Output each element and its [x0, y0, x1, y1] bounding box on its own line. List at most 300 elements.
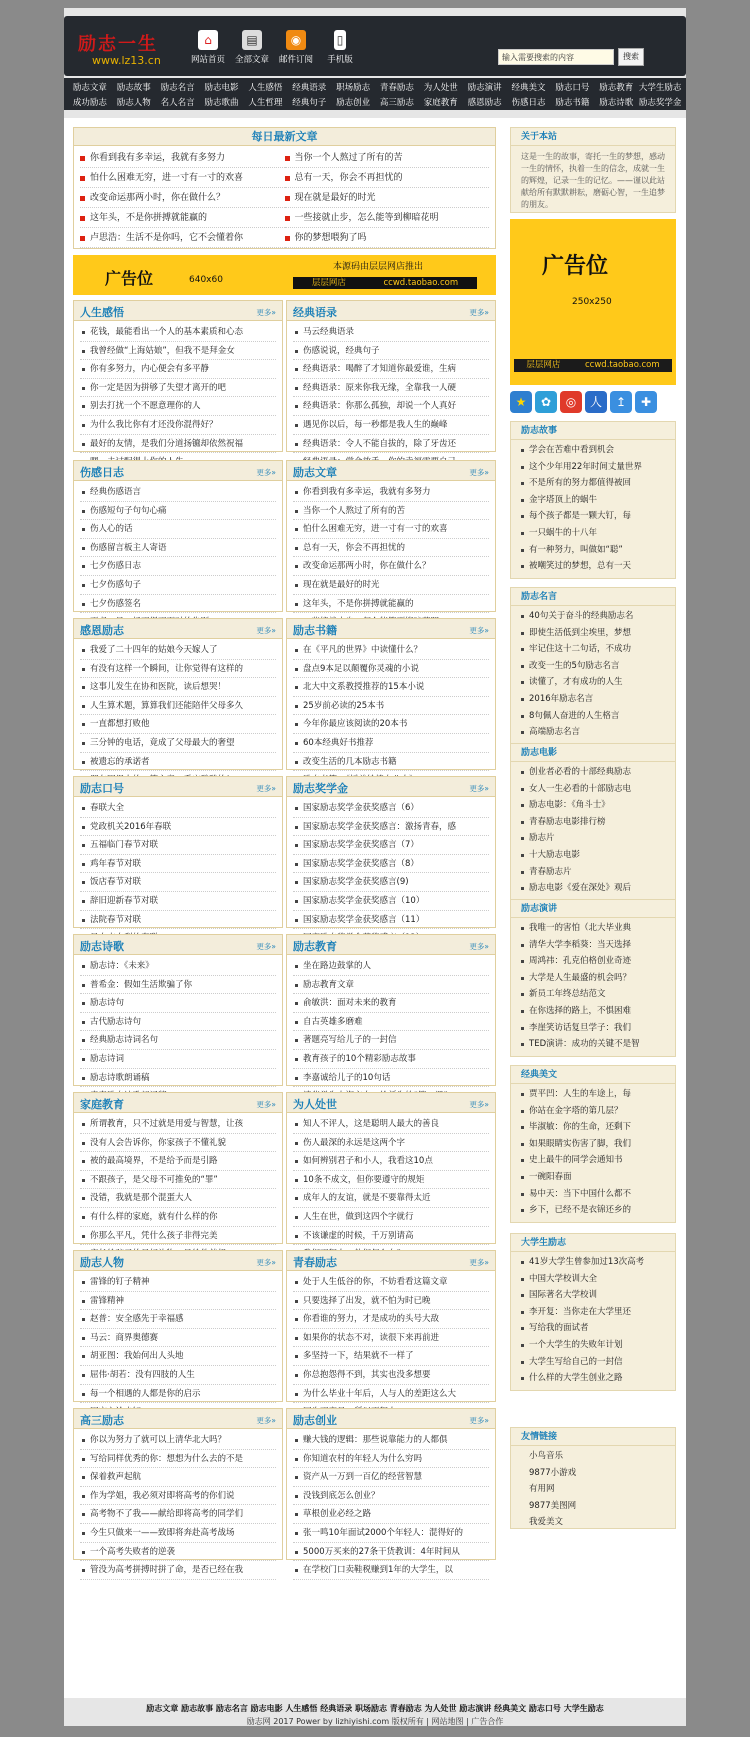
article-link[interactable]: 伤感留言板主人寄语: [80, 539, 276, 558]
section-title[interactable]: 励志创业: [293, 1414, 337, 1427]
section-title[interactable]: 励志教育: [293, 940, 337, 953]
section-list: [287, 797, 495, 950]
side-article-link[interactable]: 励志片: [519, 830, 667, 847]
article-link[interactable]: 鸡年春节对联: [80, 855, 276, 874]
article-link[interactable]: 著题亮写给儿子的一封信: [293, 1031, 489, 1050]
article-link[interactable]: 你一定是因为拼够了失望才离开的吧: [80, 379, 276, 398]
side-article-link[interactable]: 李开复：当你走在大学里还: [519, 1304, 667, 1321]
article-link[interactable]: 总有一天，你会不再担忧的: [293, 539, 489, 558]
side-article-link[interactable]: 一个大学生的失败年计划: [519, 1337, 667, 1354]
side-article-link[interactable]: 你站在金字塔的第几层？: [519, 1103, 667, 1120]
side-article-link[interactable]: 牢记住这十二句话，不成功: [519, 641, 667, 658]
article-link[interactable]: 没有人会告诉你，你家孩子不懂礼貌: [80, 1134, 276, 1153]
side-article-link[interactable]: 青春励志电影排行榜: [519, 814, 667, 831]
side-article-link[interactable]: 不是所有的努力都值得被回: [519, 475, 667, 492]
article-link[interactable]: 有什么样的家庭，就有什么样的你: [80, 1208, 276, 1227]
side-article-link[interactable]: 41岁大学生曾参加过13次高考: [519, 1254, 667, 1271]
side-article-link[interactable]: 在你选择的路上，不惧困难: [519, 1003, 667, 1020]
article-link[interactable]: 国家励志奖学金获奖感言（11）: [293, 911, 489, 930]
side-article-link[interactable]: 创业者必看的十部经典励志: [519, 764, 667, 781]
search-button[interactable]: 搜索: [618, 48, 644, 66]
renren-icon[interactable]: 人: [585, 391, 607, 413]
kaixin-icon[interactable]: ↥: [610, 391, 632, 413]
category-link[interactable]: 青春励志: [379, 83, 414, 93]
side-article-link[interactable]: TED演讲：成功的关键不是智: [519, 1036, 667, 1053]
category-link[interactable]: 感恩励志: [467, 98, 502, 108]
side-article-link[interactable]: 李崖笑访话复旦学子：我们: [519, 1020, 667, 1037]
article-link[interactable]: 改变生活的几本励志书籍: [293, 753, 489, 772]
side-article-link[interactable]: 被嘲笑过的梦想，总有一天: [519, 558, 667, 575]
ad-title: 广告位: [105, 269, 154, 288]
section-title[interactable]: 高三励志: [80, 1414, 124, 1427]
daily-article-link[interactable]: 卢思浩：生活不是你吗，它不会懂着你: [80, 228, 285, 248]
article-link[interactable]: 七夕伤感签名: [80, 595, 276, 614]
rss-icon: ◉: [286, 30, 306, 50]
article-link[interactable]: 国家励志奖学金获奖感言（7）: [293, 836, 489, 855]
category-link[interactable]: 伤感日志: [511, 98, 546, 108]
category-link[interactable]: 成功励志: [72, 98, 107, 108]
side-section-title[interactable]: 励志故事: [511, 422, 675, 440]
category-link[interactable]: 励志书籍: [555, 98, 590, 108]
daily-article-link[interactable]: 改变命运那两小时，你在做什么？: [80, 188, 285, 208]
article-link[interactable]: 没错，我就是那个混蛋大人: [80, 1189, 276, 1208]
article-link[interactable]: 党政机关2016年春联: [80, 818, 276, 837]
section-box: [286, 1250, 496, 1402]
daily-articles: [73, 127, 496, 249]
section-list: [74, 481, 282, 634]
article-link[interactable]: 所谓教育，只不过就是用爱与智慧，让孩: [80, 1115, 276, 1134]
article-link[interactable]: 人生算术题，算算我们还能陪伴父母多久: [80, 697, 276, 716]
section-list: [74, 1113, 282, 1266]
article-link[interactable]: 没钱到底怎么创业？: [293, 1487, 489, 1506]
article-link[interactable]: 七夕伤感句子: [80, 576, 276, 595]
article-link[interactable]: 人生在世，做到这四个字就行: [293, 1208, 489, 1227]
more-link[interactable]: 更多»: [256, 308, 276, 317]
side-article-link[interactable]: 改变一生的5句励志名言: [519, 658, 667, 675]
more-link[interactable]: 更多»: [469, 626, 489, 635]
more-link[interactable]: 更多»: [256, 1258, 276, 1267]
article-link[interactable]: 今生只做来一——致即将奔赴高考战场: [80, 1524, 276, 1543]
site-logo[interactable]: 励志一生: [78, 34, 158, 55]
daily-article-link[interactable]: 你的梦想喂狗了吗: [285, 228, 490, 248]
section-title[interactable]: 家庭教育: [80, 1098, 124, 1111]
friend-links-list: [511, 1446, 675, 1533]
side-article-link[interactable]: 十大励志电影: [519, 847, 667, 864]
section-header: [74, 1409, 282, 1429]
article-link[interactable]: 不该谦虚的时候，千万别请高: [293, 1227, 489, 1246]
article-link[interactable]: 辞旧迎新春节对联: [80, 892, 276, 911]
article-link[interactable]: 七夕伤感日志: [80, 557, 276, 576]
more-link[interactable]: 更多»: [469, 942, 489, 951]
section-box: [286, 460, 496, 612]
article-link[interactable]: 俞敏洪：面对未来的教育: [293, 994, 489, 1013]
article-link[interactable]: 遇见你以后，每一秒都是我人生的巅峰: [293, 416, 489, 435]
category-link[interactable]: 高三励志: [379, 98, 414, 108]
article-link[interactable]: 为什么我比你有才还没你混得好？: [80, 416, 276, 435]
article-link[interactable]: 普希金：假如生活欺骗了你: [80, 976, 276, 995]
article-link[interactable]: 古代励志诗句: [80, 1013, 276, 1032]
section-list: [74, 321, 282, 474]
side-section: [510, 1065, 676, 1223]
article-link[interactable]: 一个高考失败者的逆袭: [80, 1543, 276, 1562]
more-link[interactable]: 更多»: [256, 626, 276, 635]
side-article-link[interactable]: 青春励志片: [519, 864, 667, 881]
more-link[interactable]: 更多»: [469, 784, 489, 793]
article-link[interactable]: 资产从一万到一百亿的经营智慧: [293, 1468, 489, 1487]
article-link[interactable]: 经典语录：令人不能自拔的，除了牙齿还: [293, 435, 489, 454]
article-link[interactable]: 这事儿发生在协和医院，读后想哭！: [80, 678, 276, 697]
side-article-link[interactable]: 大学是人生最盛的机会吗？: [519, 970, 667, 987]
section-list: [287, 1429, 495, 1582]
section-title[interactable]: 励志人物: [80, 1256, 124, 1269]
section-header: [74, 935, 282, 955]
side-ad[interactable]: [510, 219, 676, 385]
side-article-link[interactable]: 清华大学李稻葵：当天选择: [519, 937, 667, 954]
article-link[interactable]: 25岁前必读的25本书: [293, 697, 489, 716]
more-share-icon[interactable]: ✚: [635, 391, 657, 413]
section-box: [73, 934, 283, 1086]
section-title[interactable]: 励志诗歌: [80, 940, 124, 953]
section-title[interactable]: 感恩励志: [80, 624, 124, 637]
article-link[interactable]: 你看到我有多幸运，我就有多努力: [293, 483, 489, 502]
article-link[interactable]: 伤人最深的永远是这两个字: [293, 1134, 489, 1153]
section-list: [74, 1429, 282, 1582]
article-link[interactable]: 你有多努力，内心便会有多平静: [80, 360, 276, 379]
side-section-title[interactable]: 励志电影: [511, 744, 675, 762]
more-link[interactable]: 更多»: [469, 1100, 489, 1109]
friend-link[interactable]: 小鸟音乐: [529, 1451, 564, 1461]
article-link[interactable]: 如果你的状态不对，读很下来再前进: [293, 1329, 489, 1348]
side-article-link[interactable]: 学会在苦难中看到机会: [519, 442, 667, 459]
article-link[interactable]: 知人不评人，这是聪明人最大的善良: [293, 1115, 489, 1134]
article-link[interactable]: 有没有这样一个瞬间，让你觉得有这样的: [80, 660, 276, 679]
article-link[interactable]: 当你一个人熬过了所有的苦: [293, 502, 489, 521]
article-link[interactable]: 这年头，不是你拼搏就能赢的: [293, 595, 489, 614]
category-link[interactable]: 励志演讲: [467, 83, 502, 93]
section-box: [73, 1250, 283, 1402]
category-link[interactable]: 家庭教育: [423, 98, 458, 108]
article-link[interactable]: 被遗忘的承诺者: [80, 753, 276, 772]
side-section-title[interactable]: 励志演讲: [511, 900, 675, 918]
side-article-link[interactable]: 励志电影：《角斗士》: [519, 797, 667, 814]
article-link[interactable]: 成年人的友谊，就是不要靠得太近: [293, 1189, 489, 1208]
article-link[interactable]: 马云经典语录: [293, 323, 489, 342]
section-box: [286, 618, 496, 770]
article-link[interactable]: 写给同样优秀的你：想想为什么去的不是: [80, 1450, 276, 1469]
article-link[interactable]: 励志诗：《未来》: [80, 957, 276, 976]
article-link[interactable]: 如何辨别君子和小人，我看这10点: [293, 1152, 489, 1171]
article-link[interactable]: 你总抱怨得不到，其实也没多想要: [293, 1366, 489, 1385]
footer-links[interactable]: 励志文章 励志故事 励志名言 励志电影 人生感悟 经典语录 职场励志 青春励志 为人处世 励志演讲 经典美文 励志口号 大学生励志: [146, 1704, 604, 1713]
article-link[interactable]: 在《平凡的世界》中读懂什么？: [293, 641, 489, 660]
side-article-link[interactable]: 一只蜗牛的十八年: [519, 525, 667, 542]
page-wrapper: [64, 8, 686, 1726]
article-link[interactable]: 胡亚图：我始何出人头地: [80, 1347, 276, 1366]
more-link[interactable]: 更多»: [469, 468, 489, 477]
daily-article-link[interactable]: 当你一个人熬过了所有的苦: [285, 148, 490, 168]
side-article-link[interactable]: 贾平凹：人生的车途上，每: [519, 1086, 667, 1103]
side-article-link[interactable]: 每个孩子都是一颗大钉，每: [519, 508, 667, 525]
section-title[interactable]: 青春励志: [293, 1256, 337, 1269]
category-link[interactable]: 励志名言: [160, 83, 195, 93]
article-link[interactable]: 怕什么困难无穷，进一寸有一寸的欢喜: [293, 520, 489, 539]
section-box: [286, 1092, 496, 1244]
article-link[interactable]: 一直都想打败他: [80, 715, 276, 734]
category-nav: [64, 78, 686, 110]
article-link[interactable]: 国家励志奖学金获奖感言（6）: [293, 799, 489, 818]
side-article-link[interactable]: 大学生写给自己的一封信: [519, 1354, 667, 1371]
category-link[interactable]: 励志歌曲: [204, 98, 239, 108]
article-link[interactable]: 你知道农村的年轻人为什么穷吗: [293, 1450, 489, 1469]
category-link[interactable]: 励志故事: [116, 83, 151, 93]
side-article-link[interactable]: 乡下，已经不是衣锦还乡的: [519, 1202, 667, 1219]
article-link[interactable]: 马云：商界奥德赛: [80, 1329, 276, 1348]
article-link[interactable]: 经典语录：你那么孤独，却说一个人真好: [293, 397, 489, 416]
category-link[interactable]: 励志诗歌: [599, 98, 634, 108]
article-link[interactable]: 现在就是最好的时光: [293, 576, 489, 595]
more-link[interactable]: 更多»: [469, 1416, 489, 1425]
category-link[interactable]: 励志教育: [599, 83, 634, 93]
side-article-link[interactable]: 新员工年终总结范文: [519, 986, 667, 1003]
article-link[interactable]: 你看谁的努力，才是成功的头号大敌: [293, 1310, 489, 1329]
article-link[interactable]: 每一个相遇的人都是你的启示: [80, 1385, 276, 1404]
star-icon[interactable]: ★: [510, 391, 532, 413]
article-link[interactable]: 屈伟·胡若：没有四肢的人生: [80, 1366, 276, 1385]
more-link[interactable]: 更多»: [469, 1258, 489, 1267]
article-link[interactable]: 今年你最应该阅读的20本书: [293, 715, 489, 734]
more-link[interactable]: 更多»: [256, 942, 276, 951]
article-link[interactable]: 励志诗歌朗诵稿: [80, 1069, 276, 1088]
section-title[interactable]: 伤感日志: [80, 466, 124, 479]
article-link[interactable]: 国家励志奖学金获奖感言(9): [293, 873, 489, 892]
about-text: 这是一生的故事，寄托一生的梦想，感动一生的情怀，执着一生的信念，成就一生的辉煌，记录一生的记忆。——谨以此站献给所有默默耕耘，磨砺心智，一生追梦的朋友。: [521, 152, 665, 209]
search-input[interactable]: [498, 49, 614, 65]
article-link[interactable]: 经典语录：原来你我无缘，全靠我一人硬: [293, 379, 489, 398]
qzone-icon[interactable]: ✿: [535, 391, 557, 413]
article-link[interactable]: 自古英雄多磨难: [293, 1013, 489, 1032]
side-section-title[interactable]: 经典美文: [511, 1066, 675, 1084]
friend-link[interactable]: 有用网: [529, 1484, 555, 1495]
side-article-link[interactable]: 周鸿祎：孔克伯格创业奇迹: [519, 953, 667, 970]
daily-article-link[interactable]: 这年头，不是你拼搏就能赢的: [80, 208, 285, 228]
side-article-link[interactable]: 有一种努力，叫做如“聪”: [519, 542, 667, 559]
article-link[interactable]: 你那么平凡，凭什么孩子非得完美: [80, 1227, 276, 1246]
daily-article-link[interactable]: 你看到我有多幸运，我就有多努力: [80, 148, 285, 168]
side-article-link[interactable]: 即使生活低到尘埃里，梦想: [519, 625, 667, 642]
article-link[interactable]: 雷锋的钉子精神: [80, 1273, 276, 1292]
more-link[interactable]: 更多»: [256, 1100, 276, 1109]
side-article-link[interactable]: 读懂了，才有成功的人生: [519, 674, 667, 691]
article-link[interactable]: 5000万买来的27条干货教训：4年时间从: [293, 1543, 489, 1562]
side-ad-title: 广告位: [542, 253, 609, 279]
article-link[interactable]: 花钱，最能看出一个人的基本素质和心态: [80, 323, 276, 342]
article-link[interactable]: 草根创业必经之路: [293, 1505, 489, 1524]
section-title[interactable]: 励志奖学金: [293, 782, 348, 795]
category-link[interactable]: 励志奖学金: [638, 98, 682, 108]
article-link[interactable]: 在学校门口卖鞋税赚到1年的大学生，以: [293, 1561, 489, 1580]
article-link[interactable]: 伤感说说，经典句子: [293, 342, 489, 361]
section-list: [287, 955, 495, 1108]
side-section-title[interactable]: 大学生励志: [511, 1234, 675, 1252]
more-link[interactable]: 更多»: [256, 1416, 276, 1425]
section-list: [74, 639, 282, 792]
article-link[interactable]: 李嘉诚给儿子的10句话: [293, 1069, 489, 1088]
article-link[interactable]: 经典励志诗词名句: [80, 1031, 276, 1050]
article-link[interactable]: 管没为高考拼搏时拼了命，是否已经在我: [80, 1561, 276, 1580]
more-link[interactable]: 更多»: [256, 784, 276, 793]
article-link[interactable]: 最好的友情，是我们分道扬镳却依然祝福: [80, 435, 276, 454]
article-link[interactable]: 赚大钱的逻辑：那些说靠能力的人都俱: [293, 1431, 489, 1450]
daily-article-link[interactable]: 现在就是最好的时光: [285, 188, 490, 208]
side-article-link[interactable]: 我唯一的害怕（北大毕业典: [519, 920, 667, 937]
category-link[interactable]: 名人名言: [160, 98, 195, 108]
side-article-link[interactable]: 女人一生必看的十部励志电: [519, 781, 667, 798]
side-article-link[interactable]: 2016年励志名言: [519, 691, 667, 708]
category-link[interactable]: 励志创业: [336, 98, 371, 108]
article-link[interactable]: 法院春节对联: [80, 911, 276, 930]
side-article-link[interactable]: 这个少年用22年时间丈量世界: [519, 459, 667, 476]
article-link[interactable]: 三分钟的电话，竟成了父母最大的奢望: [80, 734, 276, 753]
article-link[interactable]: 饭店春节对联: [80, 873, 276, 892]
side-article-link[interactable]: 一碗阳春面: [519, 1169, 667, 1186]
article-link[interactable]: 高考物不了我——献给即将高考的同学们: [80, 1505, 276, 1524]
article-link[interactable]: 为什么毕业十年后，人与人的差距这么大: [293, 1385, 489, 1404]
daily-article-link[interactable]: 一些接就止步，怎么能等到柳暗花明: [285, 208, 490, 228]
section-title[interactable]: 励志文章: [293, 466, 337, 479]
article-link[interactable]: 盘点9本足以颠覆你灵魂的小说: [293, 660, 489, 679]
article-link[interactable]: 励志诗句: [80, 994, 276, 1013]
category-link[interactable]: 人生感悟: [248, 83, 283, 93]
main-content: [64, 118, 686, 1698]
article-link[interactable]: 励志诗词: [80, 1050, 276, 1069]
section-title[interactable]: 励志口号: [80, 782, 124, 795]
nav-rss[interactable]: ◉ 邮件订阅: [278, 30, 314, 65]
category-link[interactable]: 经典语录: [292, 83, 327, 93]
category-link[interactable]: 经典句子: [292, 98, 327, 108]
article-link[interactable]: 别去打扰一个不愿意理你的人: [80, 397, 276, 416]
side-article-link[interactable]: 金字塔顶上的蜗牛: [519, 492, 667, 509]
article-link[interactable]: 坐在路边鼓掌的人: [293, 957, 489, 976]
nav-all-articles[interactable]: ▤ 全部文章: [234, 30, 270, 65]
side-article-link[interactable]: 8句佩人奋进的人生格言: [519, 708, 667, 725]
friend-link[interactable]: 9877小游戏: [529, 1467, 577, 1478]
section-title[interactable]: 为人处世: [293, 1098, 337, 1111]
category-link[interactable]: 大学生励志: [638, 83, 682, 93]
friend-link[interactable]: 我爱美文: [529, 1517, 564, 1528]
category-link[interactable]: 经典美文: [511, 83, 546, 93]
section-box: [73, 1408, 283, 1576]
article-link[interactable]: 改变命运那两小时，你在做什么？: [293, 557, 489, 576]
side-article-link[interactable]: 国际著名大学校训: [519, 1287, 667, 1304]
article-link[interactable]: 北大中文系教授推荐的15本小说: [293, 678, 489, 697]
article-link[interactable]: 五福临门春节对联: [80, 836, 276, 855]
article-link[interactable]: 国家励志奖学金获奖感言（10）: [293, 892, 489, 911]
category-link[interactable]: 励志文章: [72, 83, 107, 93]
article-link[interactable]: 保着救声起航: [80, 1468, 276, 1487]
side-section-list: [511, 606, 675, 743]
section-box: [286, 300, 496, 452]
side-article-link[interactable]: 易中天：当下中国什么都不: [519, 1186, 667, 1203]
ad-banner[interactable]: [73, 255, 496, 295]
side-section-title[interactable]: 励志名言: [511, 588, 675, 606]
article-link[interactable]: 教育孩子的10个精彩励志故事: [293, 1050, 489, 1069]
article-link[interactable]: 你以为努力了就可以上清华北大吗？: [80, 1431, 276, 1450]
article-link[interactable]: 张一鸣10年面试2000个年轻人：混得好的: [293, 1524, 489, 1543]
section-title[interactable]: 人生感悟: [80, 306, 124, 319]
more-link[interactable]: 更多»: [256, 468, 276, 477]
side-article-link[interactable]: 什么样的大学生创业之路: [519, 1370, 667, 1387]
article-link[interactable]: 国家励志奖学金获奖感言（8）: [293, 855, 489, 874]
article-link[interactable]: 被的最高境界，不是给予而是引路: [80, 1152, 276, 1171]
article-link[interactable]: 经典伤感语言: [80, 483, 276, 502]
side-article-link[interactable]: 如果眼睛实伤害了脚，我们: [519, 1136, 667, 1153]
article-link[interactable]: 我爱了二十四年的姑娘今天嫁人了: [80, 641, 276, 660]
article-link[interactable]: 10条不成文，但你要遵守的规矩: [293, 1171, 489, 1190]
section-title[interactable]: 经典语录: [293, 306, 337, 319]
article-link[interactable]: 不跟孩子，是父母不可推免的“罪”: [80, 1171, 276, 1190]
article-link[interactable]: 处于人生低谷的你，不妨看看这篇文章: [293, 1273, 489, 1292]
daily-article-link[interactable]: 怕什么困难无穷，进一寸有一寸的欢喜: [80, 168, 285, 188]
category-link[interactable]: 人生哲理: [248, 98, 283, 108]
article-link[interactable]: 多坚持一下，结果就不一样了: [293, 1347, 489, 1366]
friend-links-title: 友情链接: [511, 1428, 675, 1446]
article-link[interactable]: 我曾经做“上海姑娘”，但我不是拜金女: [80, 342, 276, 361]
more-link[interactable]: 更多»: [469, 308, 489, 317]
category-link[interactable]: 职场励志: [336, 83, 371, 93]
side-article-link[interactable]: 中国大学校训大全: [519, 1271, 667, 1288]
side-article-link[interactable]: 写给我的面试者: [519, 1320, 667, 1337]
article-link[interactable]: 作为学姐，我必须对即将高考的你们说: [80, 1487, 276, 1506]
article-link[interactable]: 只要选择了出发，就不怕为时已晚: [293, 1292, 489, 1311]
side-article-link[interactable]: 励志电影《爱在深处》观后: [519, 880, 667, 897]
section-header: [287, 619, 495, 639]
category-link[interactable]: 为人处世: [423, 83, 458, 93]
section-header: [74, 619, 282, 639]
section-title[interactable]: 励志书籍: [293, 624, 337, 637]
article-link[interactable]: 国家励志奖学金获奖感言：激扬青春，感: [293, 818, 489, 837]
daily-article-link[interactable]: 总有一天，你会不再担忧的: [285, 168, 490, 188]
ad-bar: 层层网店 ccwd.taobao.com: [293, 277, 477, 289]
nav-home[interactable]: ⌂ 网站首页: [190, 30, 226, 65]
side-article-link[interactable]: 毕淑敏：你的生命，还剩下: [519, 1119, 667, 1136]
article-link[interactable]: 伤感短句子句句心痛: [80, 502, 276, 521]
section-header: [287, 1093, 495, 1113]
category-link[interactable]: 励志口号: [555, 83, 590, 93]
side-article-link[interactable]: 40句关于奋斗的经典励志名: [519, 608, 667, 625]
section-list: [287, 481, 495, 634]
section-header: [74, 777, 282, 797]
article-link[interactable]: 赵普：安全感先于幸福感: [80, 1310, 276, 1329]
side-section: [510, 1233, 676, 1391]
side-section-list: [511, 440, 675, 577]
top-nav: [190, 30, 358, 65]
side-article-link[interactable]: 史上最牛的同学会通知书: [519, 1152, 667, 1169]
side-section-list: [511, 1084, 675, 1221]
nav-mobile[interactable]: ▯ 手机版: [322, 30, 358, 65]
article-link[interactable]: 春联大全: [80, 799, 276, 818]
article-link[interactable]: 经典语录：喝醉了才知道你最爱谁，生病: [293, 360, 489, 379]
daily-title: 每日最新文章: [74, 128, 495, 146]
friend-link[interactable]: 9877美图网: [529, 1500, 577, 1511]
article-link[interactable]: 伤人心的话: [80, 520, 276, 539]
article-link[interactable]: 雷锋精神: [80, 1292, 276, 1311]
category-link[interactable]: 励志电影: [204, 83, 239, 93]
weibo-icon[interactable]: ◎: [560, 391, 582, 413]
article-link[interactable]: 励志教育文章: [293, 976, 489, 995]
category-link[interactable]: 励志人物: [116, 98, 151, 108]
article-link[interactable]: 60本经典好书推荐: [293, 734, 489, 753]
side-article-link[interactable]: 高端励志名言: [519, 724, 667, 741]
